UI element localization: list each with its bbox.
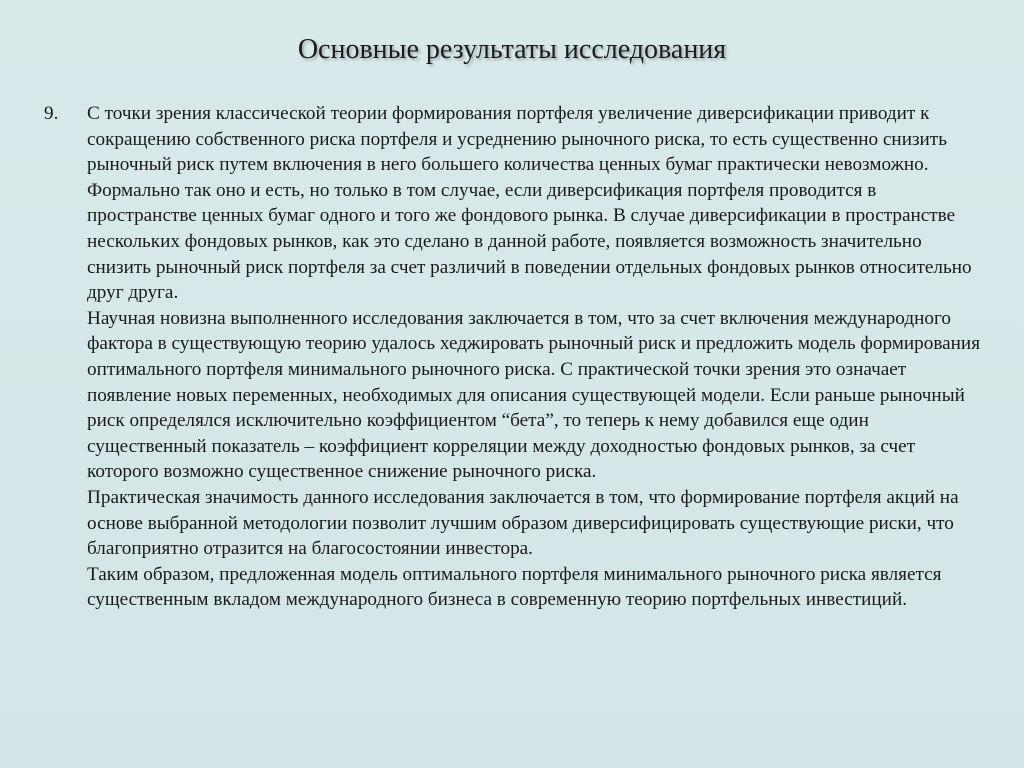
paragraph-novelty: Научная новизна выполненного исследования заключается в том, что за счет включения международного фактора в существующую теорию удалось хеджировать рыночный риск и предложить модель формирования оптимального портфеля минимального рыночного риска. С практической точки зрения это означает появление новых переменных, необходимых для описания существующей модели. Если раньше рыночный риск определялся исключительно коэффициентом “бета”, то теперь к нему добавился еще один существенный показатель – коэффициент корреляции между доходностью фондовых рынков, за счет которого возможно существенное снижение рыночного риска.: [87, 307, 981, 483]
item-body: [87, 101, 987, 613]
paragraph-theory: С точки зрения классической теории формирования портфеля увеличение диверсификации приводит к сокращению собственного риска портфеля и усреднению рыночного риска, то есть существенно снизить рыночный риск путем включения в него большего количества ценных бумаг практически невозможно. Формально так оно и есть, но только в том случае, если диверсификация портфеля проводится в пространстве ценных бумаг одного и того же фондового рынка. В случае диверсификации в пространстве нескольких фондовых рынков, как это сделано в данной работе, появляется возможность значительно снизить рыночный риск портфеля за счет различий в поведении отдельных фондовых рынков относительно друг друга.: [87, 103, 972, 304]
slide-title: Основные результаты исследования: [297, 34, 727, 65]
paragraph-conclusion: Таким образом, предложенная модель оптимального портфеля минимального рыночного риска является существенным вкладом международного бизнеса в современную теорию портфельных инвестиций.: [87, 563, 942, 611]
item-number: 9.: [44, 103, 59, 124]
paragraph-practical-significance: Практическая значимость данного исследования заключается в том, что формирование портфеля акций на основе выбранной методологии позволит лучшим образом диверсифицировать существующие риски, что благоприятно отразится на благосостоянии инвестора.: [87, 486, 959, 560]
